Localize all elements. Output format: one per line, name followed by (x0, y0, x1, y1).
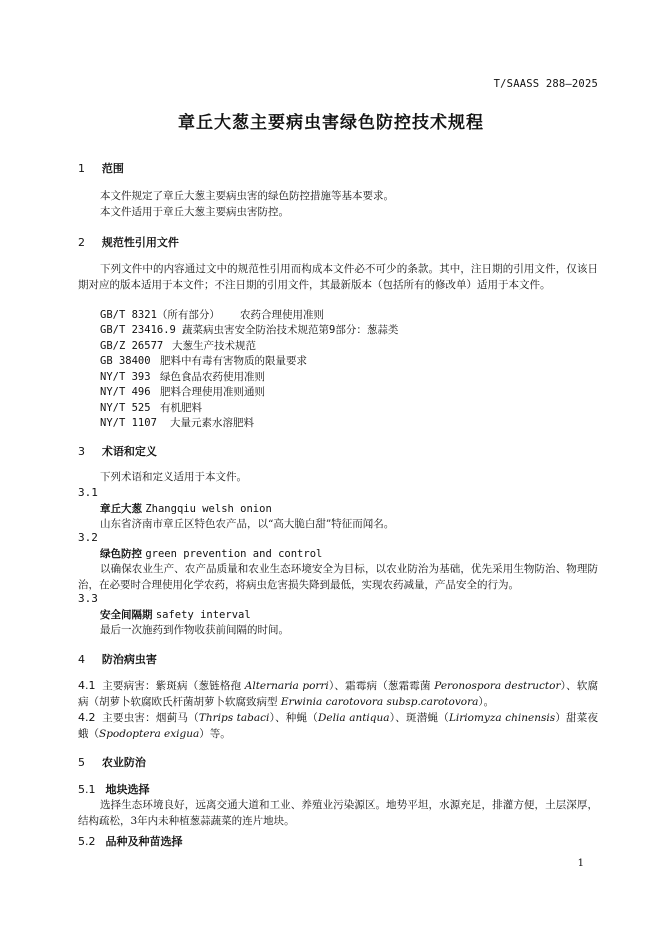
latin-name: Delia antiqua (318, 712, 390, 724)
paragraph: 选择生态环境良好，远离交通大道和工业、养殖业污染源区。地势平坦，水源充足，排灌方便，土层深厚，结构疏松，3年内未种植葱蒜蔬菜的连片地块。 (78, 799, 598, 827)
reference-item (100, 400, 202, 416)
doc-number: T/SAASS 288—2025 (493, 78, 598, 90)
clause-number: 5.1 (78, 783, 96, 796)
reference-item (100, 338, 256, 354)
latin-name: Erwinia carotovora subsp.carotovora (280, 696, 479, 708)
section-5-heading (78, 754, 146, 770)
reference-item (100, 369, 265, 385)
clause-4-2 (78, 710, 598, 742)
reference-name: 蔬菜病虫害安全防治技术规范第9部分：葱蒜类 (182, 324, 399, 336)
reference-name: 绿色食品农药使用准则 (160, 371, 265, 383)
term-entry (100, 546, 322, 561)
latin-name: Alternaria porri (244, 680, 329, 692)
page-number: 1 (577, 858, 584, 869)
reference-item (100, 322, 398, 338)
clause-text: ）、斑潜蝇（ (389, 712, 449, 724)
term-definition: 山东省济南市章丘区特色农产品，以“高大脆白甜”特征而闻名。 (100, 518, 395, 530)
section-number: 3 (78, 445, 85, 458)
reference-code: GB/T 8321（所有部分） (100, 309, 220, 321)
clause-number: 5.2 (78, 835, 96, 848)
term-english: safety interval (155, 609, 251, 621)
term-entry (100, 501, 272, 516)
term-chinese: 章丘大葱 (100, 503, 142, 515)
clause-text: ）甜菜夜蛾（ (78, 712, 599, 740)
clause-text: ）、软腐病（胡萝卜软腐欧氏杆菌胡萝卜软腐致病型 (78, 680, 599, 708)
reference-name: 有机肥料 (160, 402, 202, 414)
clause-number: 4.2 (78, 711, 96, 724)
clause-number: 3.2 (78, 531, 98, 544)
clause-5-1-heading (78, 781, 150, 797)
reference-name: 大葱生产技术规范 (172, 340, 256, 352)
clause-4-1 (78, 678, 598, 710)
term-chinese: 安全间隔期 (100, 609, 153, 621)
clause-text: ）等。 (199, 728, 231, 740)
term-definition: 以确保农业生产、农产品质量和农业生态环境安全为目标，以农业防治为基础，优先采用生物防治、物理防治，在必要时合理使用化学农药，将病虫危害损失降到最低，实现农药减量，产品安全的行为。 (78, 563, 598, 591)
reference-item (100, 353, 307, 369)
clause-number: 3.3 (78, 592, 98, 605)
latin-name: Peronospora destructor (434, 680, 561, 692)
section-3-heading (78, 443, 157, 459)
clause-text: 主要病害：紫斑病（葱链格孢 (102, 680, 245, 692)
clause-title: 地块选择 (105, 783, 150, 796)
page-title: 章丘大葱主要病虫害绿色防控技术规程 (178, 113, 484, 133)
latin-name: Liriomyza chinensis (448, 712, 556, 724)
section-4-heading (78, 651, 157, 667)
term-entry (100, 607, 251, 622)
paragraph: 下列术语和定义适用于本文件。 (100, 471, 247, 483)
reference-item (100, 307, 324, 323)
section-1-heading (78, 160, 124, 176)
section-title: 术语和定义 (101, 445, 157, 458)
paragraph: 本文件规定了章丘大葱主要病虫害的绿色防控措施等基本要求。 (100, 190, 394, 202)
reference-code: GB/Z 26577 (100, 340, 164, 352)
section-title: 范围 (101, 162, 124, 175)
clause-5-2-heading (78, 833, 183, 849)
section-title: 规范性引用文件 (101, 236, 179, 249)
clause-title: 品种及种苗选择 (105, 835, 183, 848)
section-2-heading (78, 234, 179, 250)
reference-code: GB 38400 (100, 355, 151, 367)
reference-code: NY/T 525 (100, 402, 151, 414)
section-number: 1 (78, 162, 85, 175)
reference-code: NY/T 1107 (100, 417, 157, 429)
term-definition: 最后一次施药到作物收获前间隔的时间。 (100, 624, 289, 636)
reference-code: NY/T 393 (100, 371, 151, 383)
paragraph: 本文件适用于章丘大葱主要病虫害防控。 (100, 206, 289, 218)
clause-text: ）。 (478, 696, 495, 708)
term-chinese: 绿色防控 (100, 548, 142, 560)
clause-number: 4.1 (78, 679, 96, 692)
reference-name: 大量元素水溶肥料 (170, 417, 254, 429)
term-english: green prevention and control (145, 548, 323, 560)
reference-name: 肥料合理使用准则通则 (160, 386, 265, 398)
paragraph: 下列文件中的内容通过文中的规范性引用而构成本文件必不可少的条款。其中，注日期的引用文件，仅该日期对应的版本适用于本文件；不注日期的引用文件，其最新版本（包括所有的修改单）适用于本文件。 (78, 263, 598, 291)
reference-code: NY/T 496 (100, 386, 151, 398)
term-english: Zhangqiu welsh onion (145, 503, 272, 515)
section-number: 5 (78, 756, 85, 769)
section-title: 防治病虫害 (101, 653, 157, 666)
section-title: 农业防治 (101, 756, 146, 769)
reference-code: GB/T 23416.9 (100, 324, 176, 336)
section-number: 4 (78, 653, 85, 666)
clause-text: ）、霜霉病（葱霜霉菌 (328, 680, 435, 692)
clause-number: 3.1 (78, 486, 98, 499)
reference-name: 肥料中有毒有害物质的限量要求 (160, 355, 307, 367)
reference-item (100, 415, 254, 431)
reference-item (100, 384, 265, 400)
clause-text: 主要虫害：烟蓟马（ (102, 712, 199, 724)
reference-name: 农药合理使用准则 (240, 309, 324, 321)
latin-name: Spodoptera exigua (99, 728, 200, 740)
latin-name: Thrips tabaci (198, 712, 270, 724)
section-number: 2 (78, 236, 85, 249)
clause-text: ）、种蝇（ (269, 712, 319, 724)
